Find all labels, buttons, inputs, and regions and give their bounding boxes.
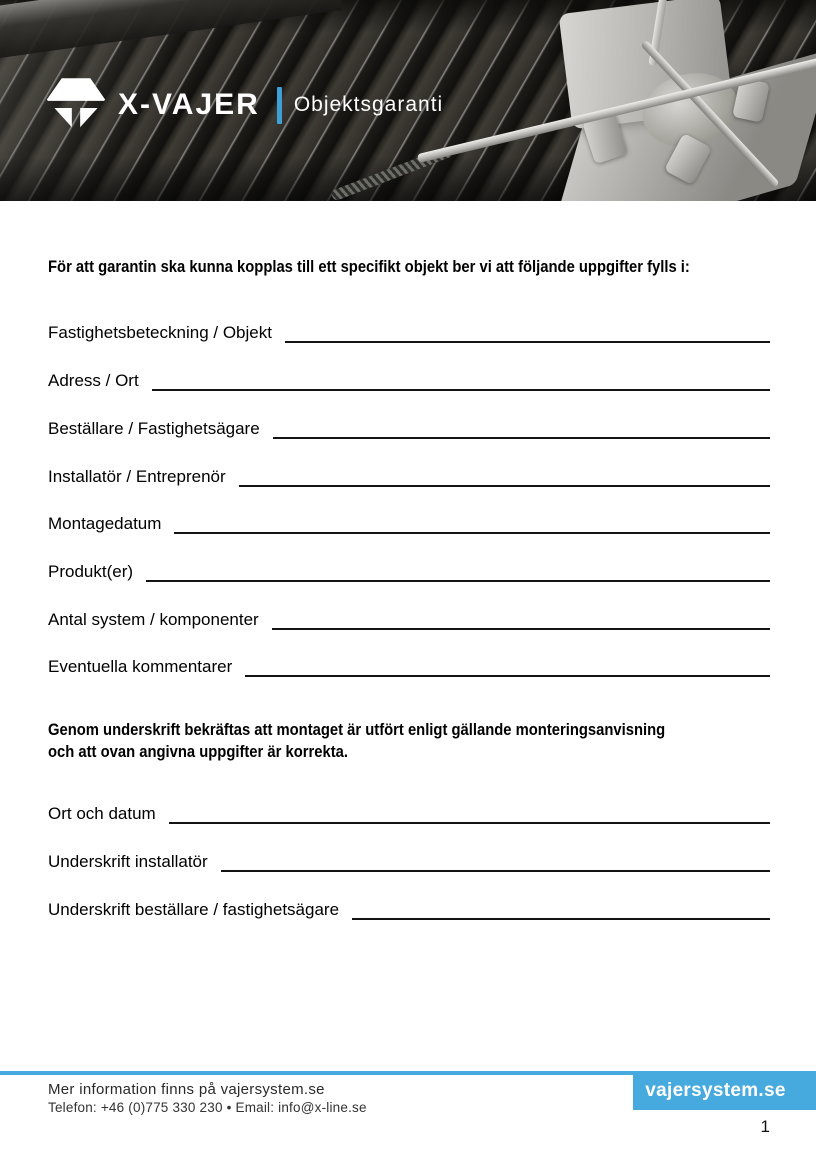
signature-row-ort-och-datum <box>48 802 770 824</box>
field-row-antal-system-komponenter <box>48 608 770 630</box>
signature-input-line[interactable] <box>169 803 770 824</box>
field-input-line[interactable] <box>273 418 770 439</box>
confirmation-line-1: Genom underskrift bekräftas att montaget är utfört enligt gällande monteringsanvisning <box>48 720 666 739</box>
vajersystem-link-badge[interactable] <box>633 1071 816 1110</box>
diamond-t-logo-icon <box>46 77 106 133</box>
field-row-produkter <box>48 560 770 582</box>
field-label: Adress / Ort <box>48 371 139 390</box>
signature-input-line[interactable] <box>352 899 770 920</box>
header-divider-bar <box>277 87 282 124</box>
field-label: Produkt(er) <box>48 562 134 581</box>
footer-contact-text: Telefon: +46 (0)775 330 230 • Email: info@x-line.se <box>48 1100 367 1115</box>
field-label: Installatör / Entreprenör <box>48 467 226 486</box>
field-label: Beställare / Fastighetsägare <box>48 419 260 438</box>
field-row-montagedatum <box>48 512 770 534</box>
signature-label: Underskrift beställare / fastighetsägare <box>48 900 340 919</box>
field-row-eventuella-kommentarer <box>48 655 770 677</box>
footer-info-text: Mer information finns på vajersystem.se <box>48 1081 325 1098</box>
field-row-bestallare-fastighetsagare <box>48 417 770 439</box>
signature-row-underskrift-installator <box>48 850 770 872</box>
field-label: Antal system / komponenter <box>48 610 259 629</box>
confirmation-line-2: och att ovan angivna uppgifter är korrekta. <box>48 742 348 761</box>
intro-paragraph <box>48 257 786 277</box>
field-label: Fastighetsbeteckning / Objekt <box>48 323 272 342</box>
brand-lockup <box>46 76 443 134</box>
signature-input-line[interactable] <box>221 851 770 872</box>
field-label: Eventuella kommentarer <box>48 657 233 676</box>
field-label: Montagedatum <box>48 514 162 533</box>
intro-text: För att garantin ska kunna kopplas till ett specifikt objekt ber vi att följande uppgifter fylls i: <box>48 257 690 276</box>
field-input-line[interactable] <box>245 656 770 677</box>
signature-label: Underskrift installatör <box>48 852 208 871</box>
field-input-line[interactable] <box>272 609 770 630</box>
brand-wordmark: X-VAJER <box>118 88 260 121</box>
page-number: 1 <box>760 1117 770 1136</box>
field-input-line[interactable] <box>152 370 770 391</box>
field-input-line[interactable] <box>146 561 770 582</box>
vajersystem-badge-label: vajersystem.se <box>645 1079 786 1101</box>
roof-ridge-bar <box>0 0 342 61</box>
field-row-fastighetsbeteckning-objekt <box>48 321 770 343</box>
field-input-line[interactable] <box>174 513 770 534</box>
header-photo <box>0 0 816 201</box>
field-row-adress-ort <box>48 369 770 391</box>
field-input-line[interactable] <box>239 466 770 487</box>
field-row-installator-entreprenor <box>48 465 770 487</box>
signature-row-underskrift-bestallare <box>48 898 770 920</box>
signature-label: Ort och datum <box>48 804 156 823</box>
document-title: Objektsgaranti <box>293 93 444 116</box>
confirmation-statement <box>48 719 757 763</box>
field-input-line[interactable] <box>285 322 770 343</box>
